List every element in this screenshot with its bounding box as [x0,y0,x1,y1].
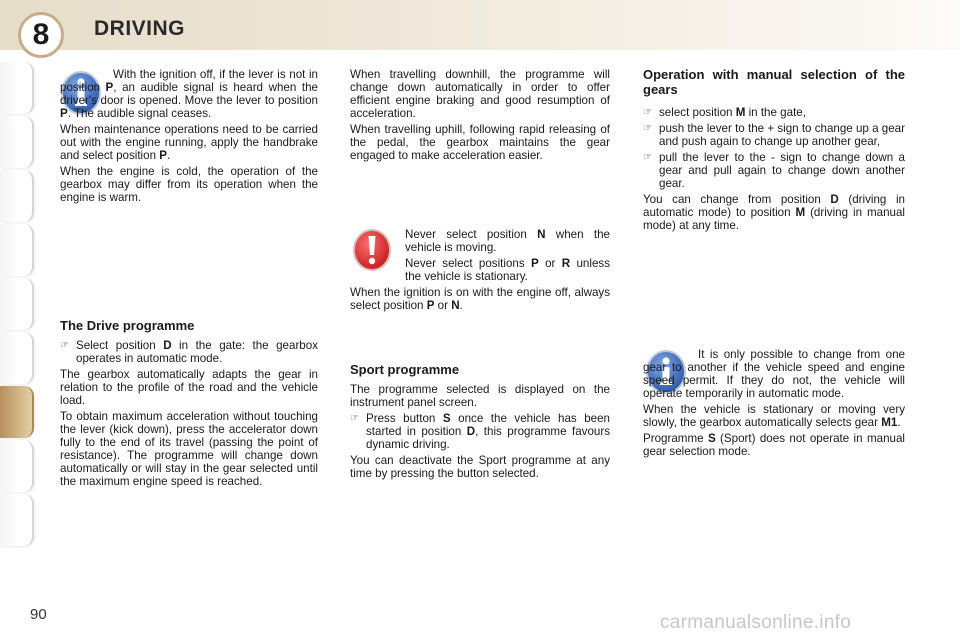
page-number: 90 [30,606,47,623]
manual-selection-title: Operation with manual selection of the gears [643,67,905,97]
kick-down-paragraph: To obtain maximum acceleration without touching the lever (kick down), press the accelerator down fully to the end of its travel (passing the point of resistance). The programme will change down automatically or will stay in the gear selected until the maximum engine speed is reached. [60,410,318,488]
manual-selection-section [643,67,905,235]
select-m-bullet: ☞ select position M in the gate, [643,106,806,119]
side-tab-1[interactable] [0,62,34,114]
warning-section [350,228,610,315]
side-tab-4[interactable] [0,224,34,276]
warning-never-p-r: Never select positions P or R unless the vehicle is stationary. [405,257,610,283]
side-tab-2[interactable] [0,116,34,168]
pointing-hand-icon: ☞ [643,107,652,118]
ignition-off-note: With the ignition off, if the lever is not in position P, an audible signal is heard when the driver's door is opened. Move the lever to position P. The audible signal ceases. [60,68,318,120]
change-d-to-m-paragraph: You can change from position D (driving in automatic mode) to position M (driving in manual mode) at any time. [643,193,905,232]
drive-programme-section [60,318,318,491]
pull-lever-bullet: ☞ pull the lever to the - sign to change down a gear and pull again to change down another gear. [643,151,905,190]
downhill-paragraph: When travelling downhill, the programme will change down automatically in order to offer efficient engine braking and good resumption of acceleration. [350,68,610,120]
pointing-hand-icon: ☞ [643,152,652,163]
watermark: carmanualsonline.info [660,612,852,633]
select-d-bullet: ☞ Select position D in the gate: the gearbox operates in automatic mode. [60,339,318,365]
cold-engine-paragraph: When the engine is cold, the operation of the gearbox may differ from its operation when the engine is warm. [60,165,318,204]
pointing-hand-icon: ☞ [60,340,69,351]
column-left [60,68,318,207]
side-tab-5[interactable] [0,278,34,330]
warning-never-n: Never select position N when the vehicle is moving. [405,228,610,254]
uphill-paragraph: When travelling uphill, following rapid releasing of the pedal, the gearbox maintains the gear engaged to make acceleration easier. [350,123,610,162]
pointing-hand-icon: ☞ [350,413,359,424]
drive-programme-title: The Drive programme [60,318,195,333]
warning-ignition-on: When the ignition is on with the engine off, always select position P or N. [350,286,610,312]
sport-programme-section [350,362,610,483]
adapts-gear-paragraph: The gearbox automatically adapts the gear in relation to the profile of the road and the vehicle load. [60,368,318,407]
side-tab-8[interactable] [0,440,34,492]
side-tab-driving-active[interactable] [0,386,34,438]
deactivate-sport-paragraph: You can deactivate the Sport programme at any time by pressing the button selected. [350,454,610,480]
side-tab-strip [0,62,34,548]
gear-change-possible-paragraph: It is only possible to change from one gear to another if the vehicle speed and engine speed permit. If they do not, the vehicle will operate temporarily in automatic mode. [643,348,905,400]
push-lever-bullet: ☞ push the lever to the + sign to change up a gear and push again to change up another gear, [643,122,905,148]
side-tab-9[interactable] [0,494,34,546]
side-tab-6[interactable] [0,332,34,384]
maintenance-paragraph: When maintenance operations need to be carried out with the engine running, apply the handbrake and select position P. [60,123,318,162]
side-tab-3[interactable] [0,170,34,222]
column-middle-top [350,68,610,165]
chapter-title: DRIVING [94,17,186,40]
gear-change-note [643,348,905,461]
stationary-m1-paragraph: When the vehicle is stationary or moving very slowly, the gearbox automatically selects gear M1. [643,403,905,429]
chapter-number-badge: 8 [18,12,64,58]
sport-displayed-paragraph: The programme selected is displayed on the instrument panel screen. [350,383,610,409]
sport-programme-title: Sport programme [350,362,460,377]
press-s-bullet: ☞ Press button S once the vehicle has been started in position D, this programme favours dynamic driving. [350,412,611,451]
pointing-hand-icon: ☞ [643,123,652,134]
sport-not-manual-paragraph: Programme S (Sport) does not operate in manual gear selection mode. [643,432,905,458]
